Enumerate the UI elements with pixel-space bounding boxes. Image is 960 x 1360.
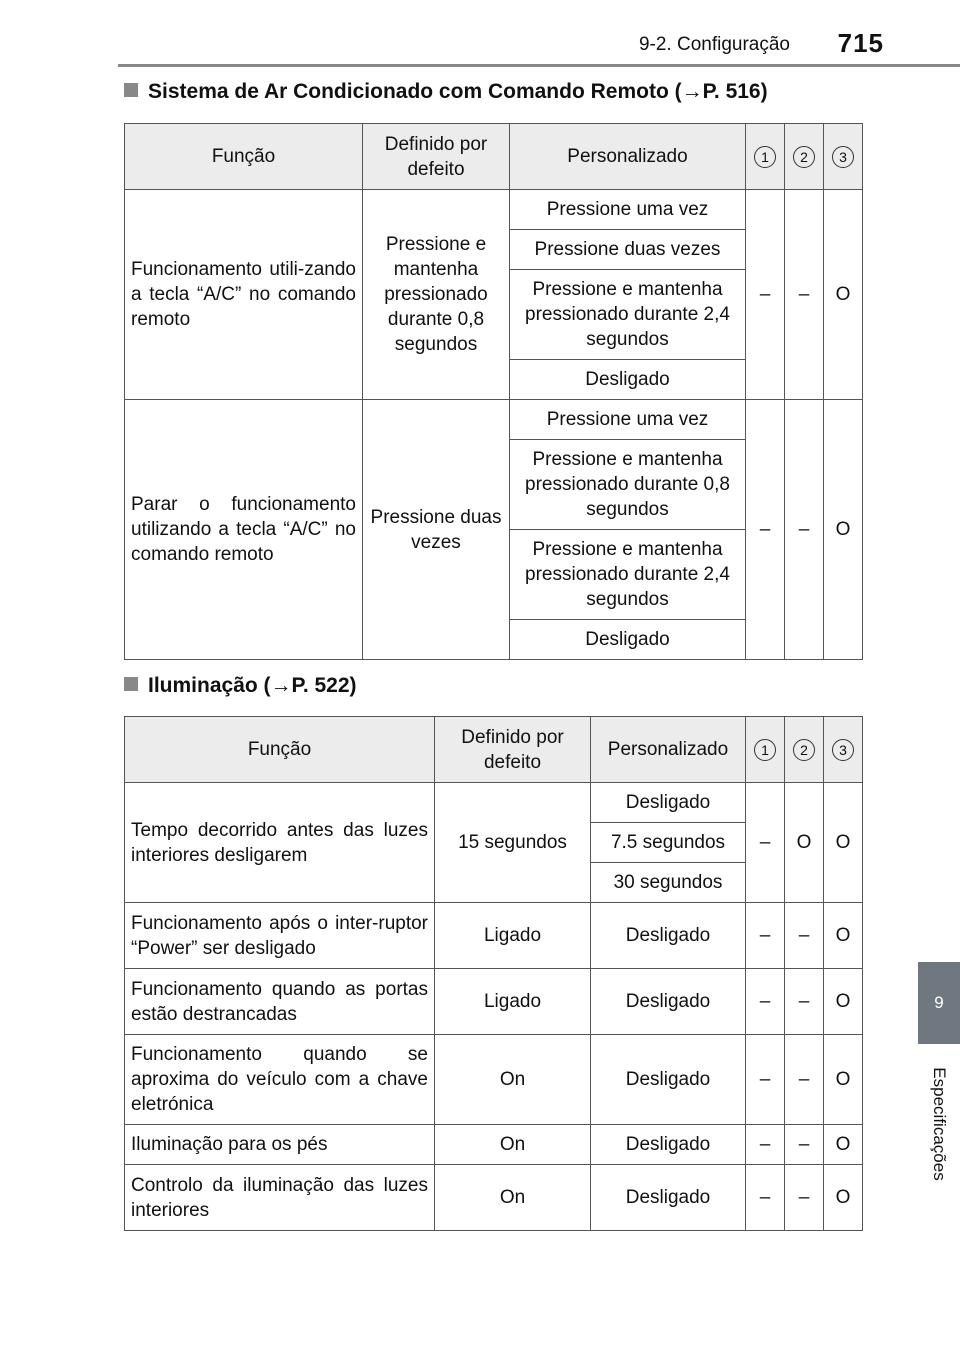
- square-bullet-icon: [124, 83, 138, 97]
- circled-2-icon: 2: [793, 146, 815, 168]
- default-cell: Pressione e mantenha pressionado durante 0,8 segundos: [363, 190, 510, 400]
- col1-cell: –: [746, 400, 785, 660]
- col1-cell: –: [746, 903, 785, 969]
- header-col-1: [746, 124, 785, 190]
- section-heading-text: Iluminação (→P. 522): [148, 674, 357, 697]
- custom-cell: Desligado: [591, 903, 746, 969]
- col3-cell: O: [824, 1125, 863, 1165]
- col2-cell: –: [785, 903, 824, 969]
- option-cell: 7.5 segundos: [591, 823, 746, 863]
- col3-cell: O: [824, 1165, 863, 1231]
- header-col-1: [746, 717, 785, 783]
- header-default: Definido por defeito: [363, 124, 510, 190]
- chapter-label: [918, 1044, 960, 1204]
- col1-cell: –: [746, 190, 785, 400]
- option-cell: Pressione e mantenha pressionado durante 2,4 segundos: [510, 270, 746, 360]
- header-funcao: Função: [125, 124, 363, 190]
- section-heading-lighting: [124, 674, 357, 698]
- chapter-tab: 9: [918, 962, 960, 1044]
- option-cell: Pressione duas vezes: [510, 230, 746, 270]
- circled-2-icon: 2: [793, 739, 815, 761]
- custom-cell: Desligado: [591, 1165, 746, 1231]
- option-cell: Pressione uma vez: [510, 400, 746, 440]
- circled-1-icon: 1: [754, 146, 776, 168]
- col3-cell: O: [824, 969, 863, 1035]
- col2-cell: –: [785, 400, 824, 660]
- header-col-2: [785, 124, 824, 190]
- option-cell: Desligado: [510, 620, 746, 660]
- col2-cell: –: [785, 969, 824, 1035]
- header-custom: Personalizado: [591, 717, 746, 783]
- function-cell: Funcionamento utili-zando a tecla “A/C” no comando remoto: [125, 190, 363, 400]
- option-cell: Pressione uma vez: [510, 190, 746, 230]
- default-cell: Ligado: [435, 969, 591, 1035]
- custom-cell: Desligado: [591, 969, 746, 1035]
- header-rule: [118, 64, 960, 67]
- option-cell: Pressione e mantenha pressionado durante 2,4 segundos: [510, 530, 746, 620]
- header-funcao: Função: [125, 717, 435, 783]
- circled-3-icon: 3: [832, 739, 854, 761]
- col3-cell: O: [824, 783, 863, 903]
- col1-cell: –: [746, 783, 785, 903]
- function-cell: Funcionamento após o inter-ruptor “Power” ser desligado: [125, 903, 435, 969]
- lighting-table: [124, 716, 863, 1231]
- section-title: 9-2. Configuração: [638, 34, 790, 55]
- col1-cell: –: [746, 1035, 785, 1125]
- col3-cell: O: [824, 400, 863, 660]
- circled-3-icon: 3: [832, 146, 854, 168]
- ac-remote-table: [124, 123, 863, 660]
- header-default: Definido por defeito: [435, 717, 591, 783]
- custom-cell: Desligado: [591, 1125, 746, 1165]
- col2-cell: –: [785, 1165, 824, 1231]
- default-cell: On: [435, 1165, 591, 1231]
- col3-cell: O: [824, 903, 863, 969]
- option-cell: Desligado: [591, 783, 746, 823]
- col1-cell: –: [746, 1165, 785, 1231]
- col2-cell: O: [785, 783, 824, 903]
- custom-cell: Desligado: [591, 1035, 746, 1125]
- header-col-3: [824, 717, 863, 783]
- page-header: [0, 22, 960, 66]
- circled-1-icon: 1: [754, 739, 776, 761]
- col1-cell: –: [746, 969, 785, 1035]
- default-cell: Pressione duas vezes: [363, 400, 510, 660]
- function-cell: Controlo da iluminação das luzes interiores: [125, 1165, 435, 1231]
- default-cell: On: [435, 1035, 591, 1125]
- section-heading-text: Sistema de Ar Condicionado com Comando Remoto (→P. 516): [148, 80, 768, 103]
- default-cell: 15 segundos: [435, 783, 591, 903]
- col1-cell: –: [746, 1125, 785, 1165]
- section-heading-ac: [124, 80, 768, 104]
- chapter-label-text: Especificações: [930, 1067, 949, 1181]
- header-custom: Personalizado: [510, 124, 746, 190]
- function-cell: Parar o funcionamento utilizando a tecla “A/C” no comando remoto: [125, 400, 363, 660]
- page-number: 715: [837, 28, 884, 58]
- function-cell: Funcionamento quando se aproxima do veículo com a chave eletrónica: [125, 1035, 435, 1125]
- default-cell: On: [435, 1125, 591, 1165]
- function-cell: Tempo decorrido antes das luzes interiores desligarem: [125, 783, 435, 903]
- function-cell: Funcionamento quando as portas estão destrancadas: [125, 969, 435, 1035]
- option-cell: Pressione e mantenha pressionado durante 0,8 segundos: [510, 440, 746, 530]
- col2-cell: –: [785, 190, 824, 400]
- header-col-3: [824, 124, 863, 190]
- col2-cell: –: [785, 1035, 824, 1125]
- header-col-2: [785, 717, 824, 783]
- default-cell: Ligado: [435, 903, 591, 969]
- square-bullet-icon: [124, 677, 138, 691]
- col3-cell: O: [824, 190, 863, 400]
- col2-cell: –: [785, 1125, 824, 1165]
- option-cell: Desligado: [510, 360, 746, 400]
- function-cell: Iluminação para os pés: [125, 1125, 435, 1165]
- col3-cell: O: [824, 1035, 863, 1125]
- option-cell: 30 segundos: [591, 863, 746, 903]
